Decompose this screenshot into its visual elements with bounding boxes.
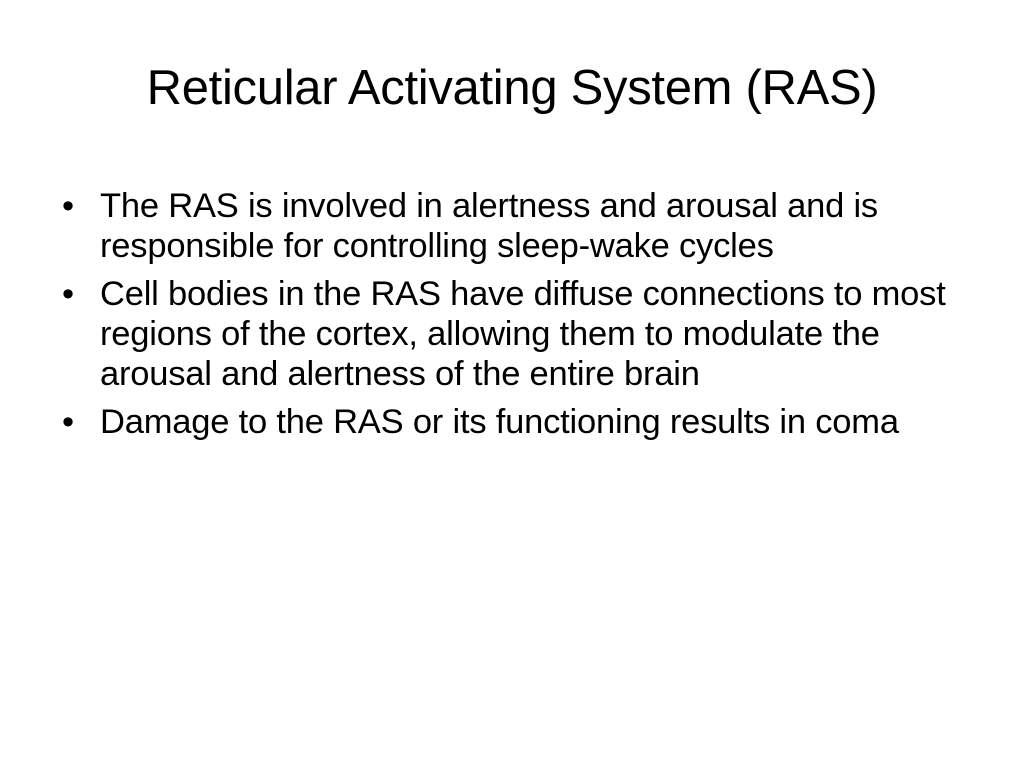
bullet-icon: • bbox=[62, 275, 74, 314]
bullet-icon: • bbox=[62, 403, 74, 442]
bullet-icon: • bbox=[62, 187, 74, 225]
bullet-item bbox=[62, 274, 982, 394]
slide-title: Reticular Activating System (RAS) bbox=[146, 61, 878, 115]
bullet-text: The RAS is involved in alertness and arousal and is responsible for controlling sleep-wake cycles bbox=[100, 187, 878, 266]
bullet-item bbox=[62, 186, 982, 266]
bullet-text: Cell bodies in the RAS have diffuse connections to most regions of the cortex, allowing them to modulate the arousal and alertness of the entire brain bbox=[100, 275, 946, 394]
bullet-text: Damage to the RAS or its functioning results in coma bbox=[100, 403, 899, 442]
bullet-item bbox=[62, 402, 982, 442]
bullet-list bbox=[62, 186, 982, 450]
